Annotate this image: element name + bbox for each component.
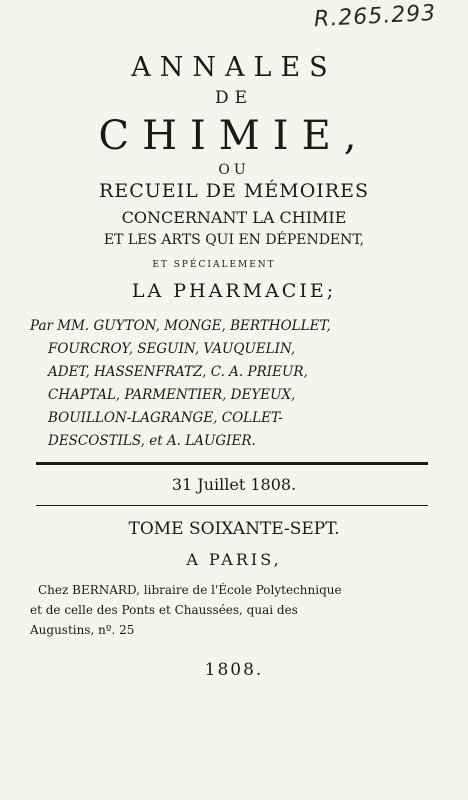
authors-line-4: CHAPTAL, PARMENTIER, DEYEUX, [48,387,296,403]
tome-label: TOME SOIXANTE-SEPT. [128,519,340,539]
authors-line-3: ADET, HASSENFRATZ, C. A. PRIEUR, [48,364,308,380]
publisher-line-1: Chez BERNARD, libraire de l'École Polytechnique [38,583,342,597]
place-paris: A PARIS, [186,550,282,569]
authors-line-1: Par MM. GUYTON, MONGE, BERTHOLLET, [30,318,331,334]
subtitle-recueil: RECUEIL DE MÉMOIRES [99,180,369,202]
divider-lower [36,505,428,506]
authors-line-6: DESCOSTILS, et A. LAUGIER. [48,433,256,449]
title-chimie: CHIMIE, [98,113,370,159]
subtitle-specialement: ET SPÉCIALEMENT [152,260,276,270]
title-de: DE [214,88,254,108]
subtitle-concernant: CONCERNANT LA CHIMIE [121,208,347,227]
publisher-line-2: et de celle des Ponts et Chaussées, quai des [30,603,298,617]
authors-line-2: FOURCROY, SEGUIN, VAUQUELIN, [48,341,296,357]
divider-upper [36,462,428,465]
publication-year: 1808. [204,660,264,680]
subtitle-arts: ET LES ARTS QUI EN DÉPENDENT, [103,232,365,248]
shelfmark: R.265.293 [313,0,437,33]
authors-line-5: BOUILLON-LAGRANGE, COLLET- [48,410,283,426]
subtitle-pharmacie: LA PHARMACIE; [131,280,337,302]
title-ou: OU [218,162,250,178]
publisher-line-3: Augustins, nº. 25 [30,623,135,637]
title-annales: ANNALES [131,52,337,83]
issue-date: 31 Juillet 1808. [171,475,297,494]
